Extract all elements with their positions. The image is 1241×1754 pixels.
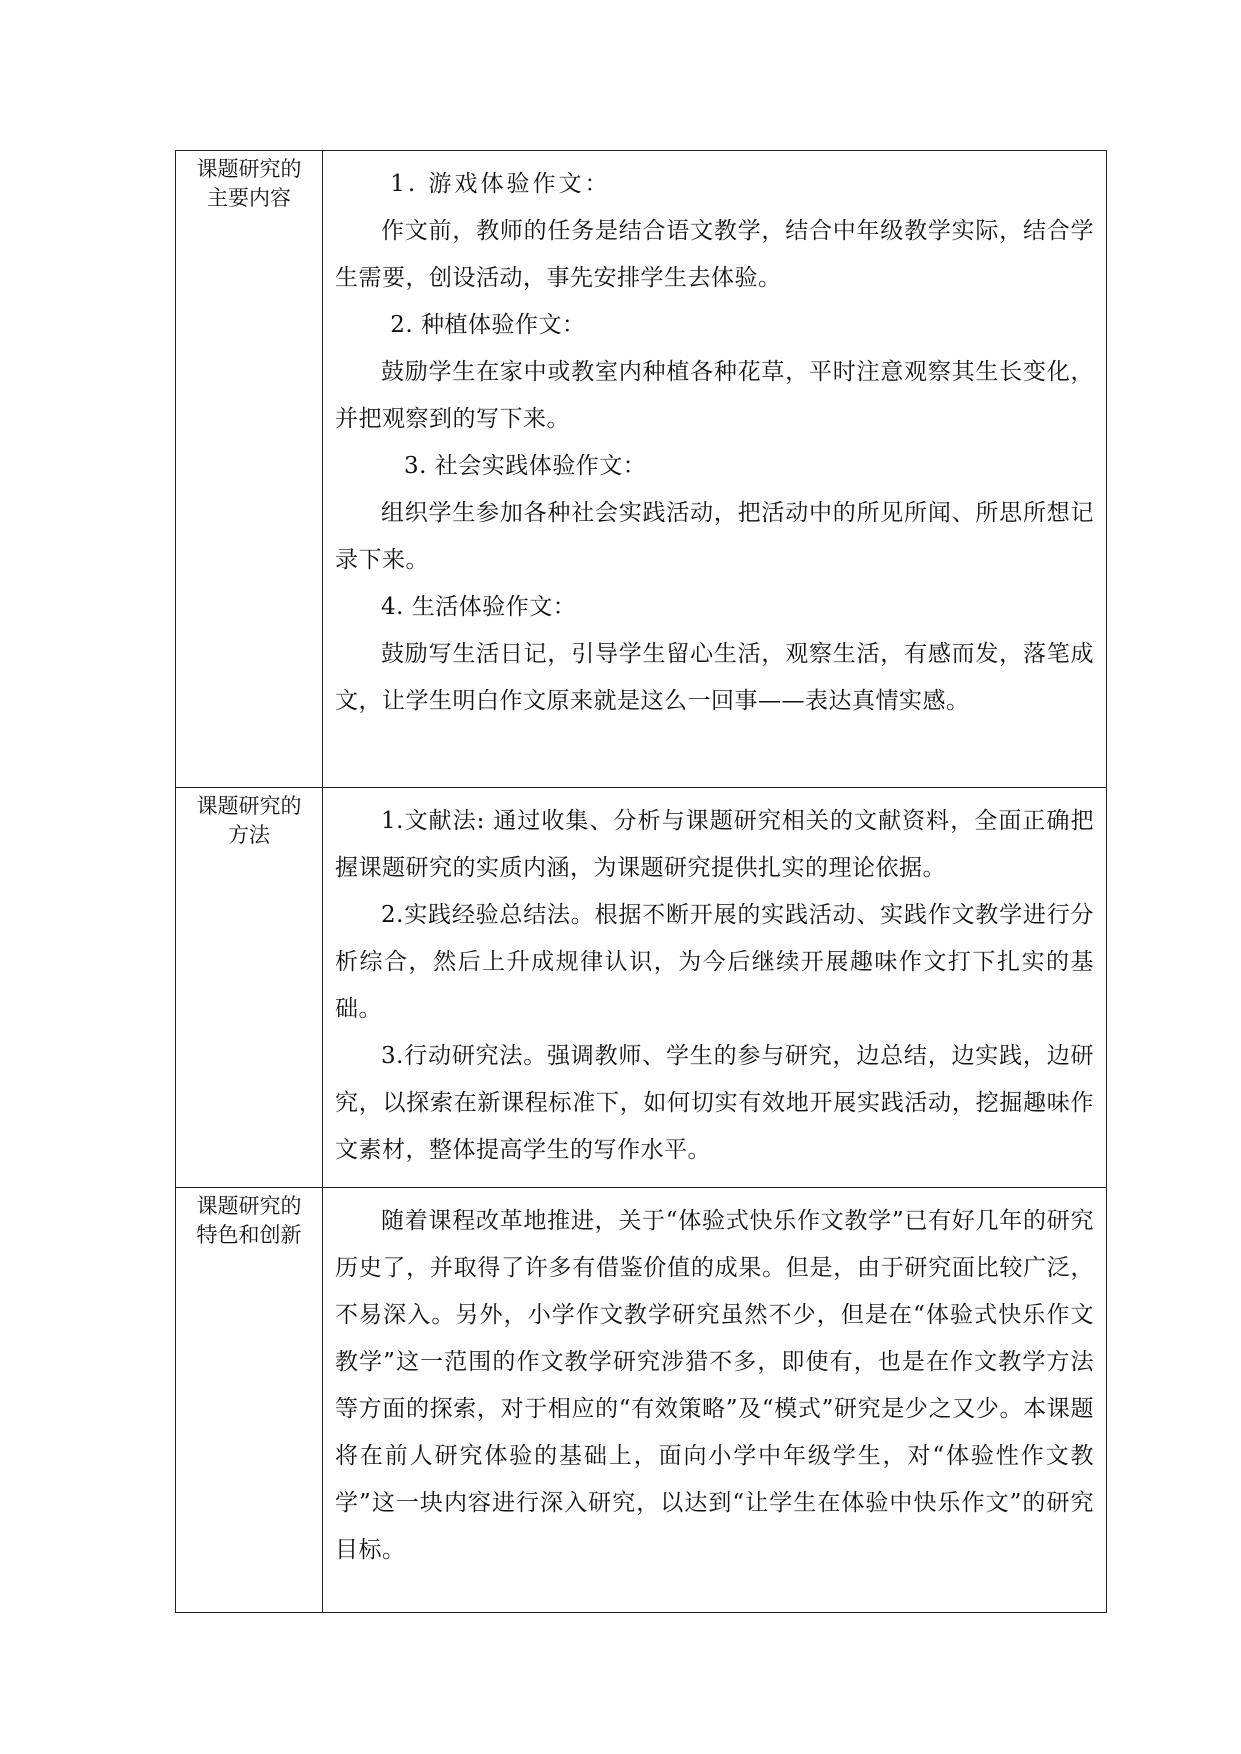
paragraph-action-research-method: 3.行动研究法。强调教师、学生的参与研究，边总结，边实践，边研究，以探索在新课程标准下，如何切实有效地开展实践活动，挖掘趣味作文素材，整体提高学生的写作水平。 (335, 1043, 1094, 1163)
section-heading-life-writing: 4. 生活体验作文： (381, 594, 577, 620)
paragraph-features: 随着课程改革地推进，关于“体验式快乐作文教学”已有好几年的研究历史了，并取得了许多有借鉴价值的成果。但是，由于研究面比较广泛，不易深入。另外，小学作文教学研究虽然不少，但是在“体验式快乐作文教学”这一范围的作文教学研究涉猎不多，即使有，也是在作文教学方法等方面的探索，对于相应的“有效策略”及“模式”研究是少之又少。本课题将在前人研究体验的基础上，面向小学中年级学生，对“体验性作文教学”这一块内容进行深入研究，以达到“让学生在体验中快乐作文”的研究目标。 (335, 1208, 1094, 1563)
paragraph: 鼓励写生活日记，引导学生留心生活，观察生活，有感而发，落笔成文，让学生明白作文原来就是这么一回事——表达真情实感。 (335, 641, 1094, 714)
research-topic-table (175, 150, 1107, 1613)
row-content-features (323, 1188, 1107, 1613)
paragraph: 鼓励学生在家中或教室内种植各种花草，平时注意观察其生长变化，并把观察到的写下来。 (335, 359, 1094, 432)
table-row-main-content (176, 151, 1107, 788)
section-heading-social-practice-writing: 3. 社会实践体验作文： (404, 453, 647, 479)
table-row-features (176, 1188, 1107, 1613)
section-heading-game-writing: 1. 游戏体验作文： (390, 171, 611, 197)
row-content-main-content (323, 151, 1107, 788)
row-label-line: 方法 (228, 823, 270, 847)
row-label-methods (176, 788, 323, 1188)
row-label-line: 课题研究的 (196, 1194, 302, 1218)
row-label-line: 课题研究的 (196, 794, 302, 818)
paragraph-literature-method: 1.文献法: 通过收集、分析与课题研究相关的文献资料，全面正确把握课题研究的实质内涵，为课题研究提供扎实的理论依据。 (335, 808, 1094, 881)
table-row-methods (176, 788, 1107, 1188)
row-label-line: 特色和创新 (196, 1223, 302, 1247)
row-label-features (176, 1188, 323, 1613)
row-content-methods (323, 788, 1107, 1188)
row-label-line: 主要内容 (207, 186, 291, 210)
section-heading-planting-writing: 2. 种植体验作文： (390, 312, 586, 338)
paragraph-practice-summary-method: 2.实践经验总结法。根据不断开展的实践活动、实践作文教学进行分析综合，然后上升成规律认识，为今后继续开展趣味作文打下扎实的基础。 (335, 902, 1094, 1022)
row-label-main-content (176, 151, 323, 788)
row-label-line: 课题研究的 (196, 157, 302, 181)
paragraph: 作文前，教师的任务是结合语文教学，结合中年级教学实际，结合学生需要，创设活动，事先安排学生去体验。 (335, 218, 1094, 291)
paragraph: 组织学生参加各种社会实践活动，把活动中的所见所闻、所思所想记录下来。 (335, 500, 1094, 573)
